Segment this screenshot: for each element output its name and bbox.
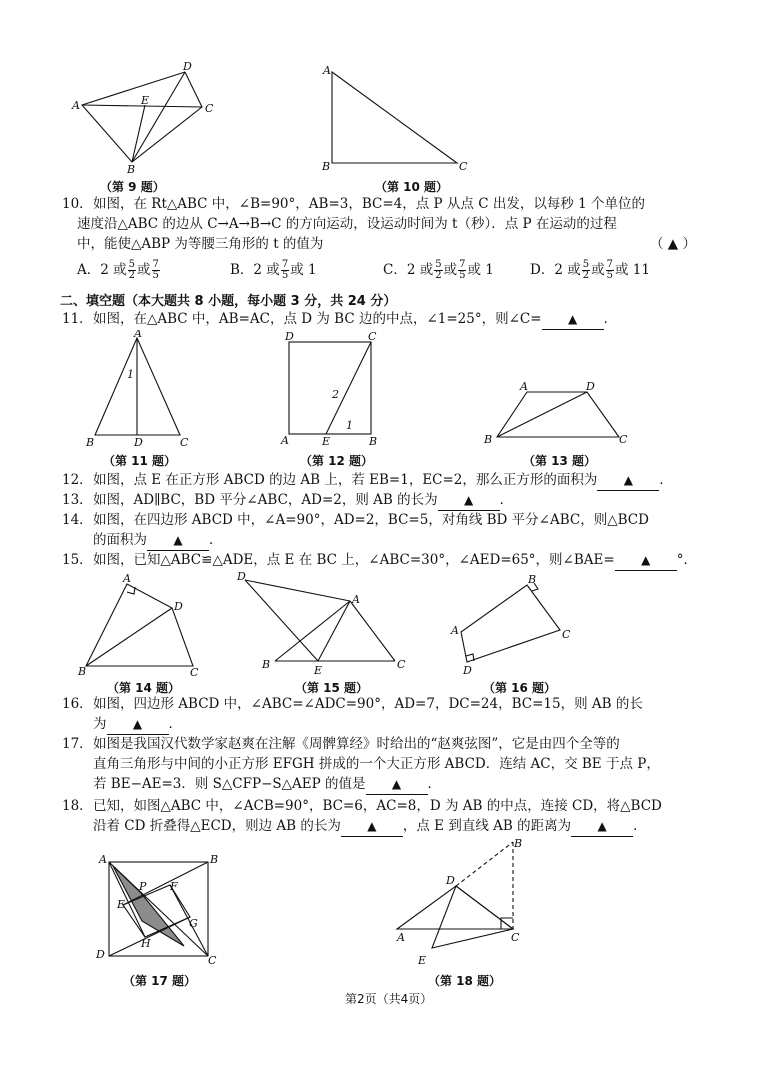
fig18-label-e: E bbox=[418, 954, 427, 967]
q10-option-d[interactable]: D．2 或 $\frac{5}{2}$ 或 $\frac{7}{5}$ 或 11 bbox=[530, 259, 650, 281]
fig12-label-1: 1 bbox=[346, 419, 353, 432]
fig15-label-b: B bbox=[262, 658, 271, 671]
fig17-label-c: C bbox=[208, 954, 217, 967]
figure-18-caption: （第 18 题） bbox=[428, 974, 502, 988]
q10-line3: 中，能使△ABP 为等腰三角形的 t 的值为 bbox=[77, 236, 324, 252]
q16-answer-blank[interactable]: ▲ bbox=[107, 714, 169, 735]
q14-line2: 的面积为 ▲ ． bbox=[93, 530, 223, 551]
fig10-label-b: B bbox=[322, 160, 331, 173]
q11-number: 11． bbox=[62, 311, 93, 327]
q17-number: 17． bbox=[62, 736, 93, 752]
q11-text: 如图，在△ABC 中，AB=AC，点 D 为 BC 边的中点，∠1=25°，则∠C= ▲ ． bbox=[93, 309, 617, 330]
fig17-label-a: A bbox=[99, 853, 107, 866]
figure-11-caption: （第 11 题） bbox=[103, 454, 177, 468]
figure-14-caption: （第 14 题） bbox=[107, 681, 181, 695]
q11-answer-blank[interactable]: ▲ bbox=[542, 309, 604, 330]
q13-number: 13． bbox=[62, 492, 93, 508]
fig12-square bbox=[289, 342, 371, 434]
fig18-segment-db-dashed bbox=[456, 842, 513, 886]
fig16-label-c: C bbox=[562, 628, 571, 641]
fig15-label-c: C bbox=[397, 658, 406, 671]
fig15-segment-ac bbox=[350, 601, 395, 661]
fig13-label-b: B bbox=[484, 433, 493, 446]
fig9-diagonal-bd bbox=[132, 72, 185, 162]
fig13-trapezoid bbox=[497, 392, 619, 437]
q18-answer-blank-1[interactable]: ▲ bbox=[341, 816, 403, 837]
fig17-label-p: P bbox=[139, 880, 147, 893]
figure-17-caption: （第 17 题） bbox=[123, 974, 197, 988]
fig13-diagonal-bd bbox=[497, 392, 587, 437]
fig9-label-a: A bbox=[72, 99, 80, 112]
fig11-label-a: A bbox=[134, 330, 142, 340]
fraction: $\frac{7}{5}$ bbox=[152, 259, 159, 281]
page-footer: 第2页（共4页） bbox=[345, 992, 433, 1006]
fig17-label-h: H bbox=[141, 937, 151, 950]
q18-line2: 沿着 CD 折叠得△ECD，则边 AB 的长为 ▲ ，点 E 到直线 AB 的距离为 ▲ ． bbox=[93, 816, 647, 837]
q18-answer-blank-2[interactable]: ▲ bbox=[571, 816, 633, 837]
fig17-segment-be bbox=[123, 862, 208, 905]
fraction: $\frac{5}{2}$ bbox=[582, 259, 590, 281]
fig12-label-2: 2 bbox=[332, 388, 339, 401]
fig17-label-d: D bbox=[96, 948, 105, 961]
q16-line2: 为 ▲ ． bbox=[93, 714, 182, 735]
fig16-quadrilateral bbox=[461, 585, 560, 662]
fig10-label-c: C bbox=[459, 160, 468, 173]
q10-line1: 如图，在 Rt△ABC 中，∠B=90°，AB=3，BC=4，点 P 从点 C 出发，以每秒 1 个单位的 bbox=[93, 196, 645, 212]
q10-number: 10． bbox=[62, 196, 93, 212]
q15-text: 如图，已知△ABC≌△ADE，点 E 在 BC 上，∠ABC=30°，∠AED=65°，则∠BAE= ▲ °． bbox=[93, 550, 697, 571]
fig10-label-a: A bbox=[323, 64, 331, 77]
q10-option-b[interactable]: B．2 或 $\frac{7}{5}$ 或 1 bbox=[230, 259, 317, 281]
fig15-segment-ab bbox=[275, 601, 350, 661]
figure-10 bbox=[315, 60, 475, 175]
q15-number: 15． bbox=[62, 552, 93, 568]
q10-option-a[interactable]: A．2 或 $\frac{5}{2}$ 或 $\frac{7}{5}$ bbox=[77, 259, 159, 281]
figure-9 bbox=[70, 60, 220, 178]
q16-line1: 如图，四边形 ABCD 中，∠ABC=∠ADC=90°，AD=7，DC=24，BC=15，则 AB 的长 bbox=[93, 696, 643, 712]
fig14-label-b: B bbox=[78, 665, 87, 678]
q12-answer-blank[interactable]: ▲ bbox=[597, 470, 659, 491]
fig18-label-d: D bbox=[446, 874, 455, 887]
figure-12-caption: （第 12 题） bbox=[300, 454, 374, 468]
q17-line1: 如图是我国汉代数学家赵爽在注解《周髀算经》时给出的“赵爽弦图”，它是由四个全等的 bbox=[93, 736, 620, 752]
option-c-label: C．2 或 bbox=[383, 262, 434, 278]
fig11-label-b: B bbox=[86, 436, 95, 449]
figure-12 bbox=[280, 330, 385, 450]
fig9-label-e: E bbox=[141, 94, 150, 107]
fig14-label-d: D bbox=[174, 600, 183, 613]
fraction: $\frac{7}{5}$ bbox=[281, 259, 289, 281]
fig17-label-f: F bbox=[170, 880, 178, 893]
fig11-label-c: C bbox=[180, 436, 189, 449]
figure-16-caption: （第 16 题） bbox=[483, 681, 557, 695]
q10-line2: 速度沿△ABC 的边从 C→A→B→C 的方向运动，设运动时间为 t（秒）．点 P 在运动的过程 bbox=[77, 216, 617, 232]
q14-number: 14． bbox=[62, 512, 93, 528]
fig15-segment-ae bbox=[318, 601, 350, 661]
figure-16 bbox=[448, 570, 578, 680]
q13-answer-blank[interactable]: ▲ bbox=[438, 490, 500, 511]
option-a-label: A．2 或 bbox=[77, 262, 127, 278]
fraction: $\frac{5}{2}$ bbox=[435, 259, 442, 281]
fig17-label-e: E bbox=[117, 898, 126, 911]
figure-11 bbox=[80, 330, 195, 450]
q12-text: 如图，点 E 在正方形 ABCD 的边 AB 上，若 EB=1，EC=2，那么正方形的面积为 ▲ ． bbox=[93, 470, 673, 491]
fig18-label-a: A bbox=[397, 931, 405, 944]
q16-number: 16． bbox=[62, 696, 93, 712]
figure-10-caption: （第 10 题） bbox=[375, 180, 449, 194]
fig9-label-b: B bbox=[127, 163, 136, 176]
figure-17 bbox=[90, 850, 220, 970]
figure-13 bbox=[480, 380, 630, 450]
fig10-triangle bbox=[332, 72, 457, 163]
q15-answer-blank[interactable]: ▲ bbox=[615, 550, 677, 571]
fraction: $\frac{5}{2}$ bbox=[128, 259, 136, 281]
figure-14 bbox=[75, 570, 205, 680]
fig16-label-a: A bbox=[451, 624, 459, 637]
fig16-label-b: B bbox=[528, 573, 537, 586]
q17-line3: 若 BE−AE=3．则 S△CFP−S△AEP 的值是 ▲ ． bbox=[93, 774, 441, 795]
fig14-quadrilateral bbox=[86, 584, 193, 666]
fig11-label-d: D bbox=[134, 436, 143, 449]
fig18-label-b: B bbox=[514, 837, 523, 850]
fig14-label-c: C bbox=[190, 666, 199, 679]
q13-text: 如图，AD∥BC，BD 平分∠ABC，AD=2，则 AB 的长为 ▲ ． bbox=[93, 490, 513, 511]
fig15-label-a: A bbox=[352, 593, 360, 606]
option-b-label: B．2 或 bbox=[230, 262, 280, 278]
fig13-label-d: D bbox=[586, 380, 595, 393]
fig17-label-g: G bbox=[189, 917, 198, 930]
q10-option-c[interactable]: C．2 或 $\frac{5}{2}$ 或 $\frac{7}{5}$ 或 1 bbox=[383, 259, 494, 281]
fig11-angle-1: 1 bbox=[127, 368, 134, 381]
fig14-diagonal-bd bbox=[86, 608, 172, 666]
fig18-label-c: C bbox=[511, 931, 520, 944]
option-d-label: D．2 或 bbox=[530, 262, 581, 278]
fig18-triangle-adc bbox=[397, 886, 513, 929]
q10-answer-bracket: （ ▲ ） bbox=[650, 236, 696, 252]
fig16-label-d: D bbox=[463, 664, 472, 677]
fig15-label-e: E bbox=[314, 664, 323, 677]
fig9-label-c: C bbox=[205, 102, 214, 115]
q12-number: 12． bbox=[62, 472, 93, 488]
q17-line2: 直角三角形与中间的小正方形 EFGH 拼成的一个大正方形 ABCD．连结 AC，交 BE 于点 P， bbox=[93, 756, 660, 772]
fig9-label-d: D bbox=[183, 60, 192, 73]
fig13-label-c: C bbox=[619, 433, 628, 446]
figure-18 bbox=[380, 835, 530, 973]
fraction: $\frac{7}{5}$ bbox=[459, 259, 466, 281]
section-2-heading: 二、填空题（本大题共 8 小题，每小题 3 分，共 24 分） bbox=[60, 294, 397, 309]
figure-9-caption: （第 9 题） bbox=[100, 180, 165, 194]
fig12-label-e: E bbox=[322, 435, 331, 448]
figure-15 bbox=[230, 570, 410, 680]
fig14-label-a: A bbox=[123, 572, 131, 585]
fig13-label-a: A bbox=[520, 380, 528, 393]
q18-line1: 已知，如图△ABC 中，∠ACB=90°，BC=6，AC=8，D 为 AB 的中点，连接 CD，将△BCD bbox=[93, 798, 662, 814]
fraction: $\frac{7}{5}$ bbox=[606, 259, 613, 281]
q18-number: 18． bbox=[62, 798, 93, 814]
q17-answer-blank[interactable]: ▲ bbox=[366, 774, 428, 795]
fig15-label-d: D bbox=[237, 570, 246, 583]
fig12-label-c: C bbox=[368, 330, 377, 343]
fig12-label-a: A bbox=[281, 434, 289, 447]
figure-15-caption: （第 15 题） bbox=[295, 681, 369, 695]
fig12-label-b: B bbox=[369, 435, 378, 448]
fig12-label-d: D bbox=[285, 330, 294, 343]
figure-13-caption: （第 13 题） bbox=[523, 454, 597, 468]
q14-line1: 如图，在四边形 ABCD 中，∠A=90°，AD=2，BC=5，对角线 BD 平分∠ABC，则△BCD bbox=[93, 512, 649, 528]
q14-answer-blank[interactable]: ▲ bbox=[147, 530, 209, 551]
fig17-label-b: B bbox=[210, 853, 219, 866]
